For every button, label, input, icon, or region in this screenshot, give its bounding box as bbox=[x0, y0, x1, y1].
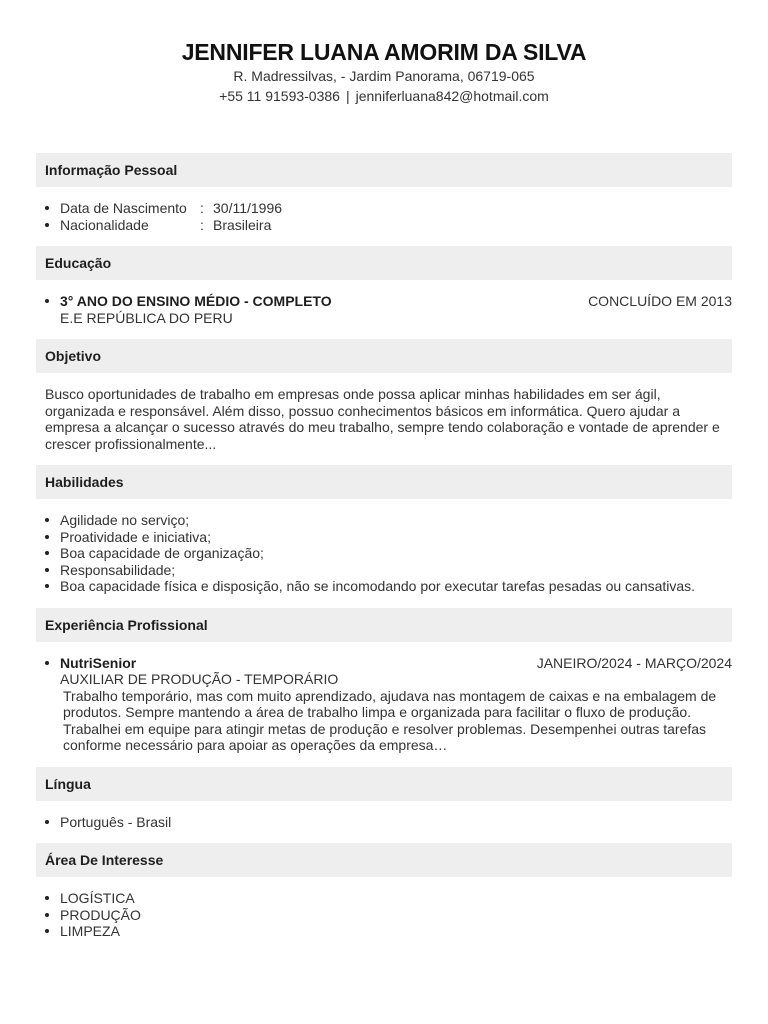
list-item bbox=[36, 217, 732, 234]
skill-item: Proatividade e iniciativa; bbox=[36, 529, 732, 546]
education-status: CONCLUÍDO EM 2013 bbox=[588, 293, 732, 309]
section-heading-interests: Área De Interesse bbox=[36, 843, 732, 877]
job-role: AUXILIAR DE PRODUÇÃO - TEMPORÁRIO bbox=[60, 671, 339, 687]
objective-text: Busco oportunidades de trabalho em empresas onde possa aplicar minhas habilidades em ser ágil, organizada e responsável. Além disso, possuo conhecimentos básicos em informática. Quero ajudar a empresa a alcançar o sucesso através do meu trabalho, sempre tendo colaboração e vontade de aprender e crescer profissionalmente... bbox=[45, 386, 720, 452]
phone: +55 11 91593-0386 bbox=[219, 88, 340, 104]
list-item bbox=[36, 655, 732, 754]
skill-item: Boa capacidade de organização; bbox=[36, 545, 732, 562]
degree: 3° ANO DO ENSINO MÉDIO - COMPLETO bbox=[60, 293, 332, 309]
objective-info bbox=[36, 373, 732, 465]
section-heading-language: Língua bbox=[36, 767, 732, 801]
personal-info bbox=[36, 187, 732, 246]
interest-item: PRODUÇÃO bbox=[36, 907, 732, 924]
list-item bbox=[36, 200, 732, 217]
birthdate-label: Data de Nascimento bbox=[60, 200, 187, 216]
nationality-value: Brasileira bbox=[213, 216, 272, 233]
resume-sections bbox=[36, 153, 732, 953]
interest-item: LIMPEZA bbox=[36, 923, 732, 940]
nationality-label: Nacionalidade bbox=[60, 216, 149, 233]
section-heading-personal: Informação Pessoal bbox=[36, 153, 732, 187]
section-heading-objective: Objetivo bbox=[36, 339, 732, 373]
resume-header bbox=[0, 0, 768, 106]
experience-info bbox=[36, 642, 732, 767]
candidate-name: JENNIFER LUANA AMORIM DA SILVA bbox=[181, 39, 587, 65]
interest-item: LOGÍSTICA bbox=[36, 890, 732, 907]
experience-period: JANEIRO/2024 - MARÇO/2024 bbox=[536, 654, 732, 671]
section-heading-experience: Experiência Profissional bbox=[36, 608, 732, 642]
colon: : bbox=[200, 200, 204, 216]
list-item bbox=[36, 293, 732, 326]
section-heading-education: Educação bbox=[36, 246, 732, 280]
email: jenniferluana842@hotmail.com bbox=[355, 88, 549, 104]
job-description: Trabalho temporário, mas com muito aprendizado, ajudava nas montagem de caixas e na embalagem de produtos. Sempre mantendo a área de trabalho limpa e organizada para facilitar o fluxo de produção. Trabalhei em equipe para atingir metas de produção e resolver problemas. Desempenhei outras tarefas conforme necessário para apoiar as operações da empresa… bbox=[63, 687, 717, 753]
address: R. Madressilvas, - Jardim Panorama, 06719-065 bbox=[233, 68, 535, 84]
section-heading-skills: Habilidades bbox=[36, 465, 732, 499]
education-info bbox=[36, 280, 732, 339]
colon: : bbox=[200, 216, 204, 233]
skill-item: Agilidade no serviço; bbox=[36, 512, 732, 529]
contact-line bbox=[0, 86, 768, 106]
school: E.E REPÚBLICA DO PERU bbox=[60, 309, 233, 326]
language-item: Português - Brasil bbox=[36, 814, 732, 831]
interests-info bbox=[36, 877, 732, 953]
birthdate-value: 30/11/1996 bbox=[213, 200, 283, 216]
separator: | bbox=[345, 88, 350, 104]
language-info bbox=[36, 801, 732, 844]
skill-item: Responsabilidade; bbox=[36, 562, 732, 579]
skill-item: Boa capacidade física e disposição, não se incomodando por executar tarefas pesadas ou cansativas. bbox=[36, 578, 732, 595]
skills-info bbox=[36, 499, 732, 608]
company: NutriSenior bbox=[60, 654, 137, 671]
